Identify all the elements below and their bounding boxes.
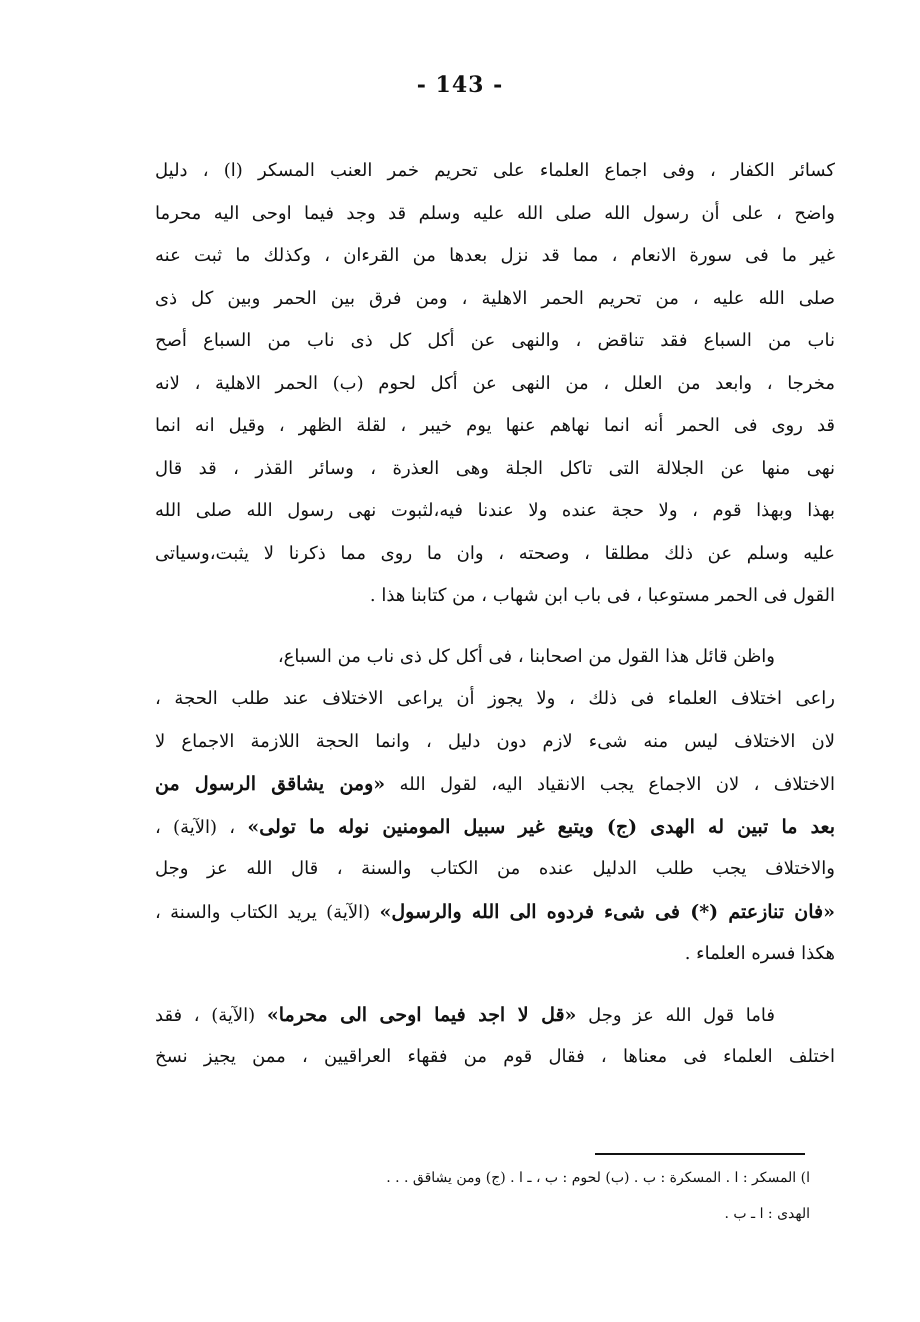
text-line: كسائر الكفار ، وفى اجماع العلماء على تحريم خمر العنب المسكر (ا) ، دليل (155, 160, 835, 181)
quran-verse: بعد ما تبين له الهدى (ج) ويتبع غير سبيل المومنين نوله ما تولى» (247, 815, 835, 838)
paragraph-3 (155, 994, 835, 1079)
text-line: غير ما فى سورة الانعام ، مما قد نزل بعدها من القرءان ، وكذلك ما ثبت عنه (155, 245, 835, 266)
paragraph-2 (155, 636, 835, 976)
text-line: واضح ، على أن رسول الله صلى الله عليه وسلم قد وجد فيما اوحى اليه محرما (155, 202, 835, 224)
text-line: نهى منها عن الجلالة التى تاكل الجلة وهى العذرة ، وسائر القذر ، قد قال (155, 457, 835, 479)
text-line: هكذا فسره العلماء . (684, 943, 835, 964)
text-line (155, 891, 835, 934)
text-segment: الاختلاف ، لان الاجماع يجب الانقياد اليه، لقول الله (399, 774, 835, 795)
footnotes (155, 1160, 810, 1232)
text-line (155, 806, 835, 849)
main-text (155, 150, 835, 1079)
text-line: بهذا وبهذا قوم ، ولا حجة عنده ولا عندنا فيه،لثبوت نهى رسول الله صلى الله (155, 500, 835, 521)
text-line: راعى اختلاف العلماء فى ذلك ، ولا يجوز أن يراعى الاختلاف عند طلب الحجة ، (155, 688, 835, 709)
text-line (155, 763, 835, 806)
text-line: ناب من السباع فقد تناقض ، والنهى عن أكل كل ذى ناب من السباع أصح (155, 330, 835, 351)
text-segment: ، (الآية) ، (155, 816, 236, 838)
text-line: لان الاختلاف ليس منه شىء لازم دون دليل ، وانما الحجة اللازمة الاجماع لا (155, 730, 835, 752)
page-number: - 143 - (416, 72, 504, 98)
text-line: واظن قائل هذا القول من اصحابنا ، فى أكل كل ذى ناب من السباع، (277, 645, 775, 667)
text-segment: (الآية) ، فقد (155, 1004, 256, 1026)
text-segment: (الآية) يريد الكتاب والسنة ، (155, 901, 371, 923)
footnote-line: ا) المسكر : ا . المسكرة : ب . (ب) لحوم : ب ، ـ ا . (ج) ومن يشاقق . . . (386, 1170, 810, 1186)
text-line: والاختلاف يجب طلب الدليل عنده من الكتاب والسنة ، قال الله عز وجل (155, 858, 835, 879)
text-line: مخرجا ، وابعد من العلل ، من النهى عن أكل لحوم (ب) الحمر الاهلية ، لانه (155, 372, 835, 394)
paragraph-1 (155, 150, 835, 618)
text-line: اختلف العلماء فى معناها ، فقال قوم من فقهاء العراقيين ، ممن يجيز نسخ (155, 1046, 835, 1067)
text-segment: فاما قول الله عز وجل (588, 1004, 775, 1026)
quran-verse: «قل لا اجد فيما اوحى الى محرما» (266, 1003, 577, 1026)
footnote-line: الهدى : ا ـ ب . (724, 1206, 810, 1222)
quran-verse: «فان تنازعتم (*) فى شىء فردوه الى الله والرسول» (379, 900, 835, 923)
text-line (155, 994, 835, 1037)
text-line: صلى الله عليه ، من تحريم الحمر الاهلية ، ومن فرق بين الحمر وبين كل ذى (155, 287, 835, 309)
quran-verse: «ومن يشاقق الرسول من (155, 773, 386, 795)
text-line: قد روى فى الحمر أنه انما نهاهم عنها يوم خيبر ، لقلة الظهر ، وقيل انه انما (155, 415, 835, 436)
footnote-divider (595, 1153, 805, 1155)
text-line: القول فى الحمر مستوعبا ، فى باب ابن شهاب ، من كتابنا هذا . (369, 585, 835, 606)
text-line: عليه وسلم عن ذلك مطلقا ، وصحته ، وان ما روى مما ذكرنا لا يثبت،وسياتى (155, 542, 835, 564)
